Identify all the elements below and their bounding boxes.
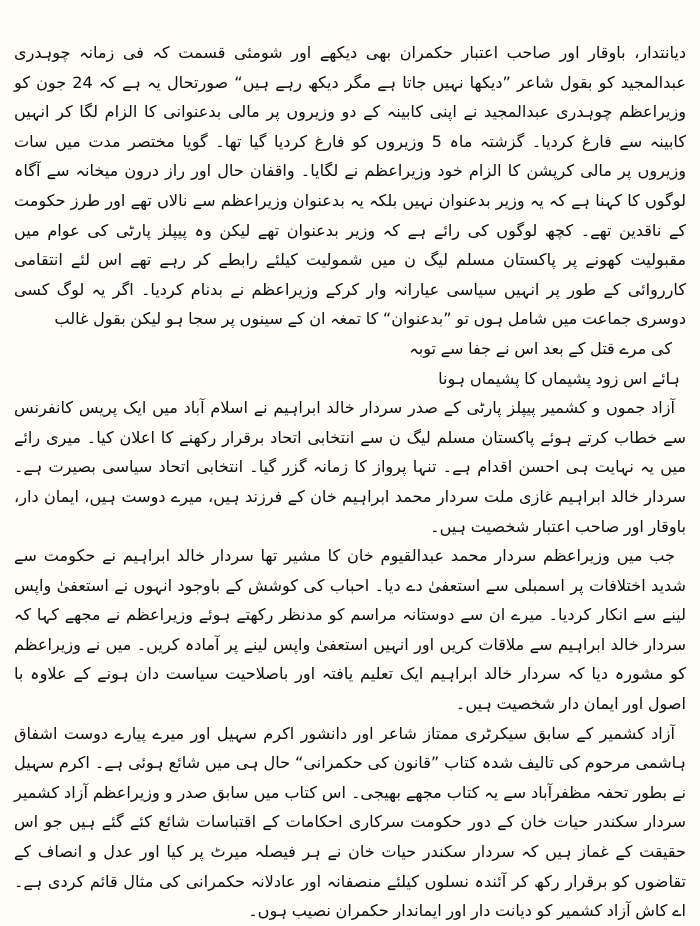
verse-block bbox=[14, 334, 686, 393]
article-body bbox=[14, 38, 686, 926]
paragraph-2: آزاد جموں و کشمیر پیپلز پارٹی کے صدر سردار خالد ابراہیم نے اسلام آباد میں ایک پریس کانفرنس سے خطاب کرتے ہوئے پاکستان مسلم لیگ ن سے انتخابی اتحاد برقرار رکھنے کا اعلان کیا۔ میری رائے میں یہ نہایت ہی احسن اقدام ہے۔ تنہا پرواز کا زمانہ گزر گیا۔ انتخابی اتحاد سیاسی بصیرت ہے۔ سردار خالد ابراہیم غازی ملت سردار محمد ابراہیم خان کے فرزند ہیں، میرے دوست ہیں، ایمان دار، باوقار اور صاحب اعتبار شخصیت ہیں۔ bbox=[14, 398, 686, 536]
paragraph-1: دیانتدار، باوقار اور صاحب اعتبار حکمران بھی دیکھے اور شومئی قسمت کہ فی زمانہ چوہدری عبدالمجید کو بقول شاعر ”دیکھا نہیں جاتا ہے مگر دیکھ رہے ہیں“ صورتحال یہ ہے کہ 24 جون کو وزیراعظم چوہدری عبدالمجید نے اپنی کابینہ کے دو وزیروں پر مالی بدعنوانی کا الزام لگا کر انہیں کابینہ سے فارغ کردیا۔ گزشتہ ماہ 5 وزیروں کو فارغ کردیا گیا تھا۔ گویا مختصر مدت میں سات وزیروں پر مالی کرپشن کا الزام خود وزیراعظم نے لگایا۔ واقفان حال اور راز درون میخانہ سے آگاہ لوگوں کا کہنا ہے کہ یہ وزیر بدعنوان نہیں بلکہ یہ بدعنوان وزیراعظم سے نالاں تھے اور طرز حکومت کے ناقدین تھے۔ کچھ لوگوں کی رائے ہے کہ وزیر بدعنوان تھے لیکن وہ پیپلز پارٹی کی عوام میں مقبولیت کھونے پر پاکستان مسلم لیگ ن میں شمولیت کیلئے رابطے کر رہے تھے اس لئے انتقامی کارروائی کے طور پر انہیں سیاسی عیارانہ وار کرکے وزیراعظم نے بدنام کردیا۔ اگر یہ لوگ کسی دوسری جماعت میں شامل ہوں تو ”بدعنوان“ کا تمغہ ان کے سینوں پر سجا ہو لیکن بقول غالب bbox=[14, 43, 686, 329]
paragraph-4: آزاد کشمیر کے سابق سیکرٹری ممتاز شاعر اور دانشور اکرم سہیل اور میرے پیارے دوست اشفاق ہاشمی مرحوم کی تالیف شدہ کتاب ”قانون کی حکمرانی“ حال ہی میں شائع ہوئی ہے۔ اکرم سہیل نے بطور تحفہ مظفرآباد سے یہ کتاب مجھے بھیجی۔ اس کتاب میں سابق صدر و وزیراعظم آزاد کشمیر سردار سکندر حیات خان کے دور حکومت سرکاری احکامات کے اقتباسات شائع کئے گئے ہیں جو اس حقیقت کے غماز ہیں کہ سردار سکندر حیات خان نے ہر فیصلہ میرٹ پر کیا اور عدل و انصاف کے تقاضوں کو برقرار رکھ کر آئندہ نسلوں کیلئے منصفانہ اور عادلانہ حکمرانی کی مثال قائم کردی ہے۔ اے کاش آزاد کشمیر کو دیانت دار اور ایماندار حکمران نصیب ہوں۔ bbox=[14, 723, 686, 921]
verse-line-2: ہائے اس زود پشیماں کا پشیماں ہونا bbox=[438, 368, 680, 388]
paragraph-3: جب میں وزیراعظم سردار محمد عبدالقیوم خان کا مشیر تھا سردار خالد ابراہیم نے حکومت سے شدید اختلافات پر اسمبلی سے استعفیٰ دے دیا۔ احباب کی کوشش کے باوجود انہوں نے استعفیٰ واپس لینے سے انکار کردیا۔ میرے ان سے دوستانہ مراسم کو مدنظر رکھتے ہوئے وزیراعظم نے مجھے کہا کہ سردار خالد ابراہیم سے ملاقات کریں اور انہیں استعفیٰ واپس لینے پر آمادہ کریں۔ میں نے وزیراعظم کو مشورہ دیا کہ سردار خالد ابراہیم ایک تعلیم یافتہ اور باصلاحیت سیاست دان ہونے کے علاوہ با اصول اور ایمان دار شخصیت ہیں۔ bbox=[14, 546, 686, 714]
verse-line-1: کی مرے قتل کے بعد اس نے جفا سے توبہ bbox=[409, 338, 672, 358]
